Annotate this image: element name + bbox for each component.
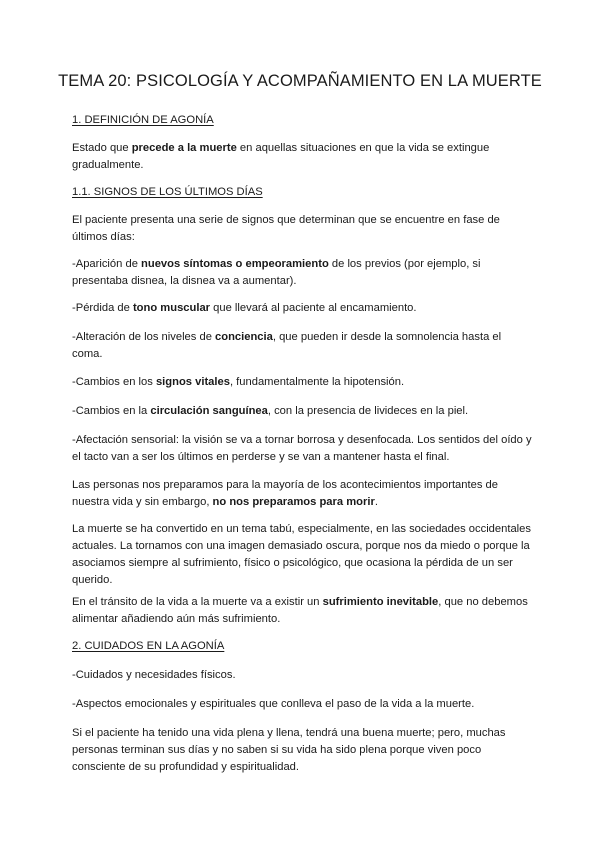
section-heading-cuidados: 2. CUIDADOS EN LA AGONÍA bbox=[72, 640, 225, 652]
list-item-sign-5: -Cambios en la circulación sanguínea, con la presencia de livideces en la piel. bbox=[72, 405, 469, 417]
paragraph-sufrimiento: En el tránsito de la vida a la muerte va a existir un sufrimiento inevitable, que no debemos alimentar añadiendo aún más sufrimiento. bbox=[72, 596, 528, 625]
section-heading-signos: 1.1. SIGNOS DE LOS ÚLTIMOS DÍAS bbox=[72, 186, 263, 198]
paragraph-preparacion: Las personas nos preparamos para la mayoría de los acontecimientos importantes de nuestra vida y sin embargo, no nos preparamos para morir. bbox=[72, 479, 498, 508]
list-item-care-1: -Cuidados y necesidades físicos. bbox=[72, 669, 236, 681]
list-item-sign-4: -Cambios en los signos vitales, fundamentalmente la hipotensión. bbox=[72, 376, 405, 388]
list-item-sign-3: -Alteración de los niveles de conciencia, que pueden ir desde la somnolencia hasta el coma. bbox=[72, 331, 502, 360]
list-item-care-2: -Aspectos emocionales y espirituales que conlleva el paso de la vida a la muerte. bbox=[72, 698, 475, 710]
list-item-sign-2: -Pérdida de tono muscular que llevará al paciente al encamamiento. bbox=[72, 302, 417, 314]
list-item-sign-1: -Aparición de nuevos síntomas o empeoramiento de los previos (por ejemplo, si presentaba disnea, la disnea va a aumentar). bbox=[72, 258, 481, 287]
paragraph-intro-signos: El paciente presenta una serie de signos que determinan que se encuentre en fase de últimos días: bbox=[72, 214, 500, 243]
section-heading-definicion: 1. DEFINICIÓN DE AGONÍA bbox=[72, 114, 214, 126]
document-title: TEMA 20: PSICOLOGÍA Y ACOMPAÑAMIENTO EN LA MUERTE bbox=[58, 72, 542, 90]
paragraph-definicion: Estado que precede a la muerte en aquellas situaciones en que la vida se extingue gradualmente. bbox=[72, 142, 490, 171]
paragraph-tabu: La muerte se ha convertido en un tema tabú, especialmente, en las sociedades occidentales actuales. La tornamos con una imagen demasiado oscura, porque nos da miedo o porque la asociamos siempre al sufrimiento, físico o psicológico, que ocasiona la pérdida de un ser querido. bbox=[72, 523, 531, 586]
list-item-sign-6: -Afectación sensorial: la visión se va a tornar borrosa y desenfocada. Los sentidos del oído y el tacto van a ser los últimos en perderse y se van a mantener hasta el final. bbox=[72, 434, 532, 463]
paragraph-final: Si el paciente ha tenido una vida plena y llena, tendrá una buena muerte; pero, muchas personas terminan sus días y no saben si su vida ha sido plena porque viven poco consciente de su profundidad y espiritualidad. bbox=[72, 727, 506, 773]
